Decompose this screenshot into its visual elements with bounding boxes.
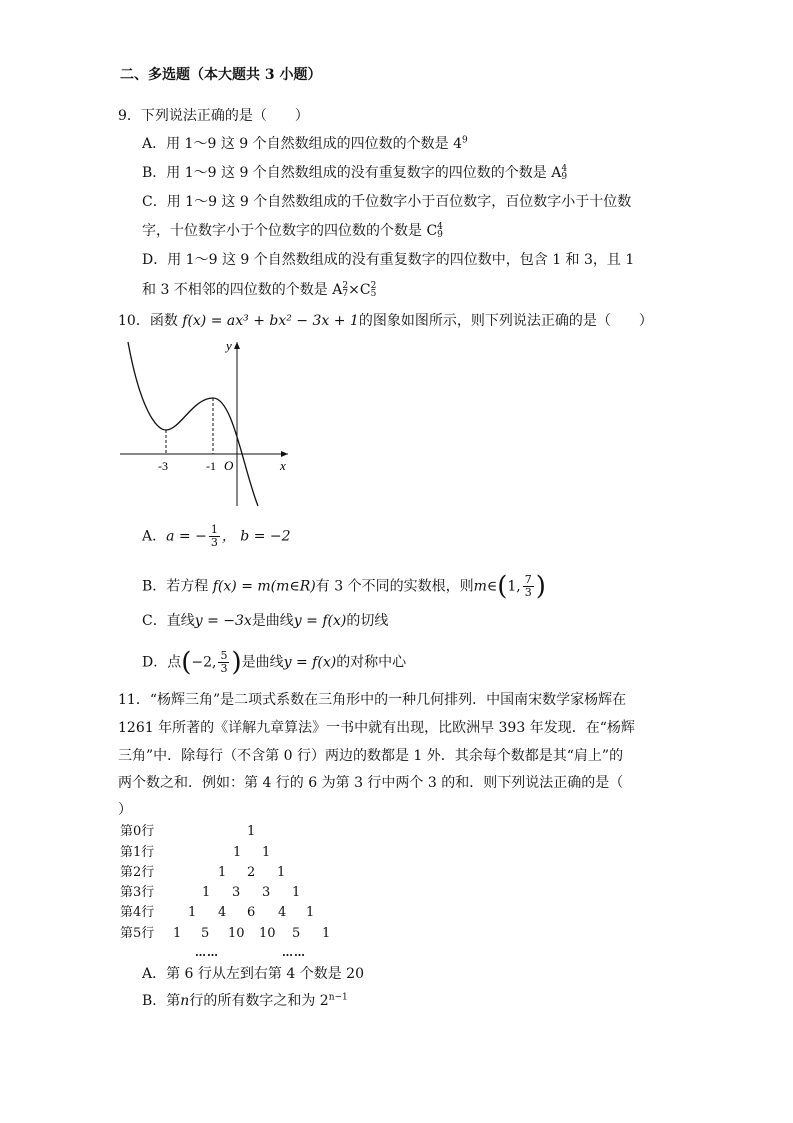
q11-option-a: A．第 6 行从左到右第 4 个数是 20: [142, 966, 364, 982]
tick-label-neg3: -3: [158, 459, 168, 473]
pascal-number: 2: [247, 865, 256, 880]
pascal-number: 6: [247, 905, 256, 920]
row-label: 第4行: [120, 905, 155, 920]
row-label: 第1行: [120, 845, 155, 860]
q9-option-d-line2: 和 3 不相邻的四位数的个数是 A 2 7 ×C 2 5: [142, 281, 377, 299]
q11-stem-line5: ）: [118, 802, 132, 818]
function-graph: [118, 338, 293, 508]
q11-stem-line2: 1261 年所著的《详解九章算法》一书中就有出现，比欧洲早 393 年发现．在“杨辉: [118, 720, 635, 736]
pascal-number: 10: [259, 926, 276, 941]
q9-option-a: A．用 1～9 这 9 个自然数组成的四位数的个数是 $4^9$: [142, 135, 468, 152]
pascal-number: 1: [292, 885, 301, 900]
pascal-number: 1: [322, 926, 331, 941]
y-axis-arrow-icon: [234, 342, 240, 349]
pascal-number: 10: [228, 926, 245, 941]
ellipsis: ……: [195, 946, 219, 959]
q11-stem-line3: 三角”中．除每行（不含第 0 行）两边的数都是 1 外．其余每个数都是其“肩上”的: [118, 748, 624, 764]
pascal-number: 1: [202, 885, 211, 900]
q10-option-a: A．a = − $\frac{1}{3}$ ， b = −2: [142, 523, 291, 549]
q10-option-b: B．若方程 f(x) = m(m∈R)有 3 个不同的实数根，则m∈(1, $\frac{7}{3}$ ): [142, 571, 546, 602]
section-title: 二、多选题（本大题共 3 小题）: [120, 67, 322, 83]
q11-option-b: B．第n行的所有数字之和为 $2^{n-1}$: [142, 992, 348, 1009]
q11-stem-line4: 两个数之和．例如：第 4 行的 6 为第 3 行中两个 3 的和．则下列说法正确的是（: [118, 775, 624, 791]
pascal-number: 4: [218, 905, 227, 920]
pascal-number: 4: [278, 905, 287, 920]
q9-option-b: B．用 1～9 这 9 个自然数组成的没有重复数字的四位数的个数是 A 4 9: [142, 164, 568, 182]
q10-option-c: C．直线y = −3x是曲线y = f(x)的切线: [142, 613, 389, 629]
pascal-number: 3: [262, 885, 271, 900]
ellipsis: ……: [282, 946, 306, 959]
y-axis-label: y: [226, 338, 232, 353]
pascal-number: 1: [173, 926, 182, 941]
fraction: $\frac{7}{3}$: [524, 573, 532, 599]
pascal-number: 1: [306, 905, 315, 920]
row-label: 第5行: [120, 926, 155, 941]
fraction: $\frac{1}{3}$: [210, 523, 218, 549]
q9-stem: 9．下列说法正确的是（ ）: [118, 108, 309, 124]
row-label: 第2行: [120, 865, 155, 880]
x-axis-arrow-icon: [281, 451, 288, 457]
pascal-number: 5: [292, 926, 301, 941]
q9-option-d-line1: D．用 1～9 这 9 个自然数组成的没有重复数字的四位数中，包含 1 和 3，且 1: [142, 252, 635, 268]
pascal-number: 1: [233, 845, 242, 860]
x-axis-label: x: [280, 458, 286, 473]
q10-stem: 10．函数 f(x) = ax³ + bx² − 3x + 1的图象如图所示，则下列说法正确的是（ ）: [118, 313, 653, 329]
pascal-number: 1: [277, 865, 286, 880]
pascal-number: 5: [201, 926, 210, 941]
cubic-curve: [128, 342, 258, 506]
q10-option-d: D．点(−2, $\frac{5}{3}$ )是曲线y = f(x)的对称中心: [142, 647, 407, 678]
pascal-number: 3: [232, 885, 241, 900]
q11-stem-line1: 11．“杨辉三角”是二项式系数在三角形中的一种几何排列．中国南宋数学家杨辉在: [118, 692, 627, 708]
q9-option-c-line2: 字，十位数字小于个位数字的四位数的个数是 C 4 9: [142, 222, 443, 240]
q9-option-c-line1: C．用 1～9 这 9 个自然数组成的千位数字小于百位数字，百位数字小于十位数: [142, 194, 632, 210]
pascal-number: 1: [262, 845, 271, 860]
fraction: $\frac{5}{3}$: [220, 649, 228, 675]
row-label: 第0行: [120, 824, 155, 839]
pascal-number: 1: [247, 824, 256, 839]
pascal-number: 1: [188, 905, 197, 920]
row-label: 第3行: [120, 885, 155, 900]
tick-label-neg1: -1: [206, 459, 216, 473]
origin-label: O: [224, 458, 234, 473]
pascal-number: 1: [218, 865, 227, 880]
